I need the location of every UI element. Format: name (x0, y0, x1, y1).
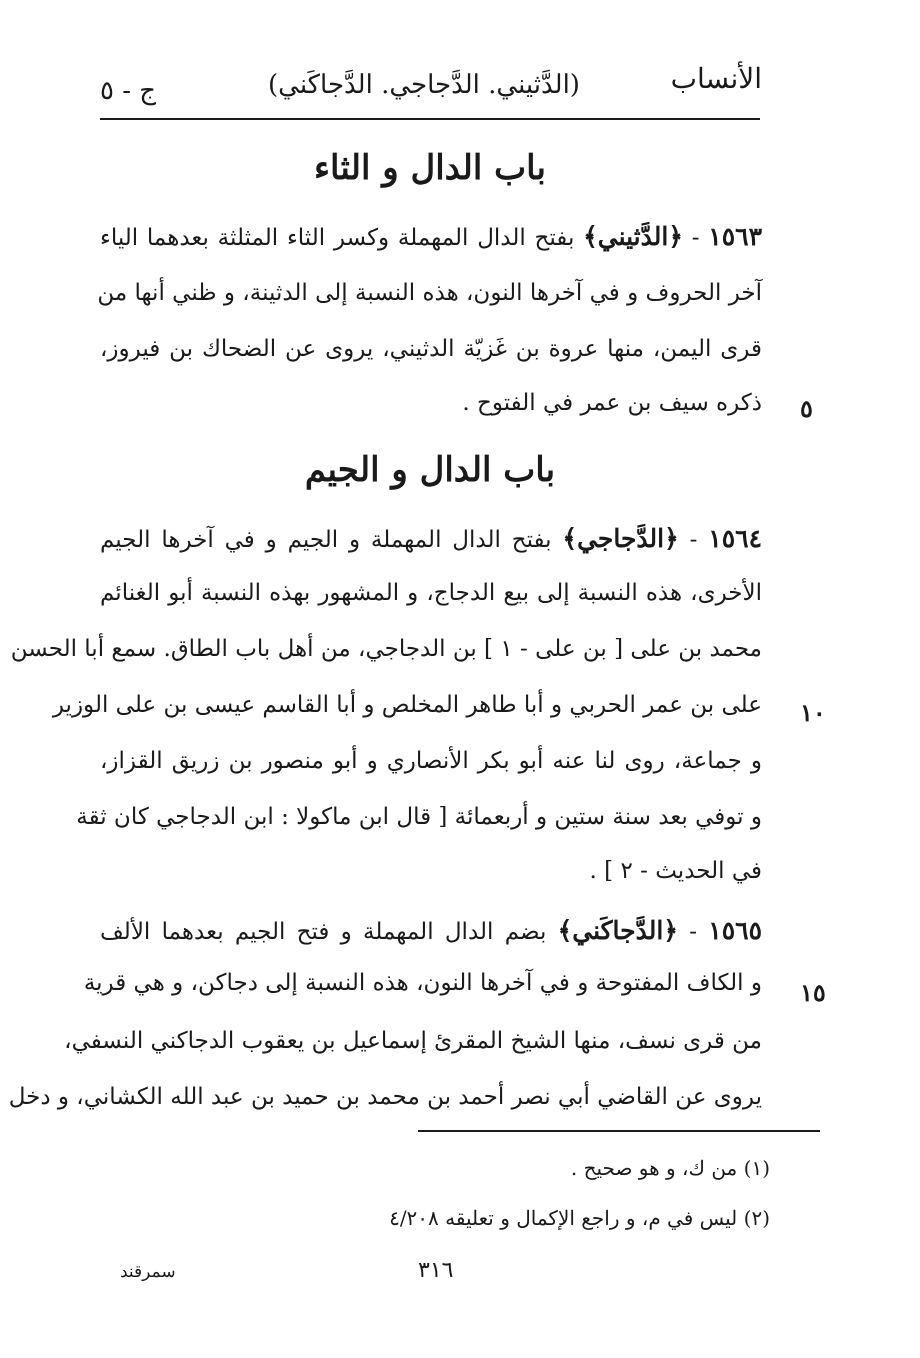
book-title: الأنساب (670, 62, 762, 95)
footnote: (٢) ليس في م، و راجع الإكمال و تعليقه ٤/٢٠٨ (389, 1206, 770, 1230)
entry-line: على بن عمر الحربي و أبا طاهر المخلص و أبا القاسم عيسى بن على الوزير (52, 692, 762, 718)
entry-line: ذكره سيف بن عمر في الفتوح . (462, 390, 762, 416)
entry-line: ١٥٦٤ - ﴿الدَّجاجي﴾ بفتح الدال المهملة و الجيم و في آخرها الجيم (100, 524, 762, 553)
entry-line: و الكاف المفتوحة و في آخرها النون، هذه النسبة إلى دجاكن، و هي قرية (83, 970, 762, 996)
footnote-rule (418, 1130, 820, 1132)
entry-line: و توفي بعد سنة ستين و أربعمائة [ قال ابن ماكولا : ابن الدجاجي كان ثقة (76, 804, 762, 830)
volume-label: ج - ٥ (100, 76, 157, 106)
entry-number: ١٥٦٣ (708, 222, 762, 251)
entry-text: بفتح الدال المهملة وكسر الثاء المثلثة بعدهما الياء (100, 225, 575, 251)
page-number: ٣١٦ (418, 1258, 454, 1283)
entry-line: في الحديث - ٢ ] . (589, 858, 762, 884)
signature-stamp: سمرقند (120, 1262, 176, 1282)
chapter-heading: باب الدال و الثاء (314, 148, 546, 188)
line-marker: ٥ (800, 394, 813, 423)
entry-line: محمد بن على [ بن على - ١ ] بن الدجاجي، من أهل باب الطاق. سمع أبا الحسن (10, 636, 762, 662)
entry-text: بضم الدال المهملة و فتح الجيم بعدهما الألف (100, 919, 547, 945)
entry-number: ١٥٦٥ (708, 916, 763, 945)
entry-line: من قرى نسف، منها الشيخ المقرئ إسماعيل بن يعقوب الدجاكني النسفي، (64, 1028, 762, 1054)
entry-line: قرى اليمن، منها عروة بن غَزيّة الدثيني، يروى عن الضحاك بن فيروز، (100, 336, 762, 362)
nisba-title: ﴿الدَّجاكَني﴾ (557, 916, 678, 945)
section-title: (الدَّثيني. الدَّجاجي. الدَّجاكَني) (268, 70, 580, 100)
header-rule (100, 118, 760, 120)
entry-line: ١٥٦٣ - ﴿الدَّثيني﴾ بفتح الدال المهملة وكسر الثاء المثلثة بعدهما الياء (100, 222, 762, 251)
line-marker: ١٠ (800, 698, 826, 727)
entry-line: و جماعة، روى لنا عنه أبو بكر الأنصاري و أبو منصور بن زريق القزاز، (100, 748, 762, 774)
line-marker: ١٥ (800, 978, 826, 1007)
entry-number: ١٥٦٤ (708, 524, 762, 553)
entry-line: ١٥٦٥ - ﴿الدَّجاكَني﴾ بضم الدال المهملة و فتح الجيم بعدهما الألف (100, 916, 763, 945)
nisba-title: ﴿الدَّجاجي﴾ (562, 524, 679, 553)
entry-text: بفتح الدال المهملة و الجيم و في آخرها الجيم (100, 527, 552, 553)
chapter-heading: باب الدال و الجيم (304, 450, 556, 490)
footnote: (١) من ك، و هو صحيح . (570, 1156, 770, 1180)
entry-line: يروى عن القاضي أبي نصر أحمد بن محمد بن حميد بن عبد الله الكشاني، و دخل (8, 1084, 762, 1110)
entry-line: آخر الحروف و في آخرها النون، هذه النسبة إلى الدثينة، و ظني أنها من (97, 280, 762, 306)
nisba-title: ﴿الدَّثيني﴾ (583, 222, 683, 251)
entry-line: الأخرى، هذه النسبة إلى بيع الدجاج، و المشهور بهذه النسبة أبو الغنائم (100, 580, 762, 606)
